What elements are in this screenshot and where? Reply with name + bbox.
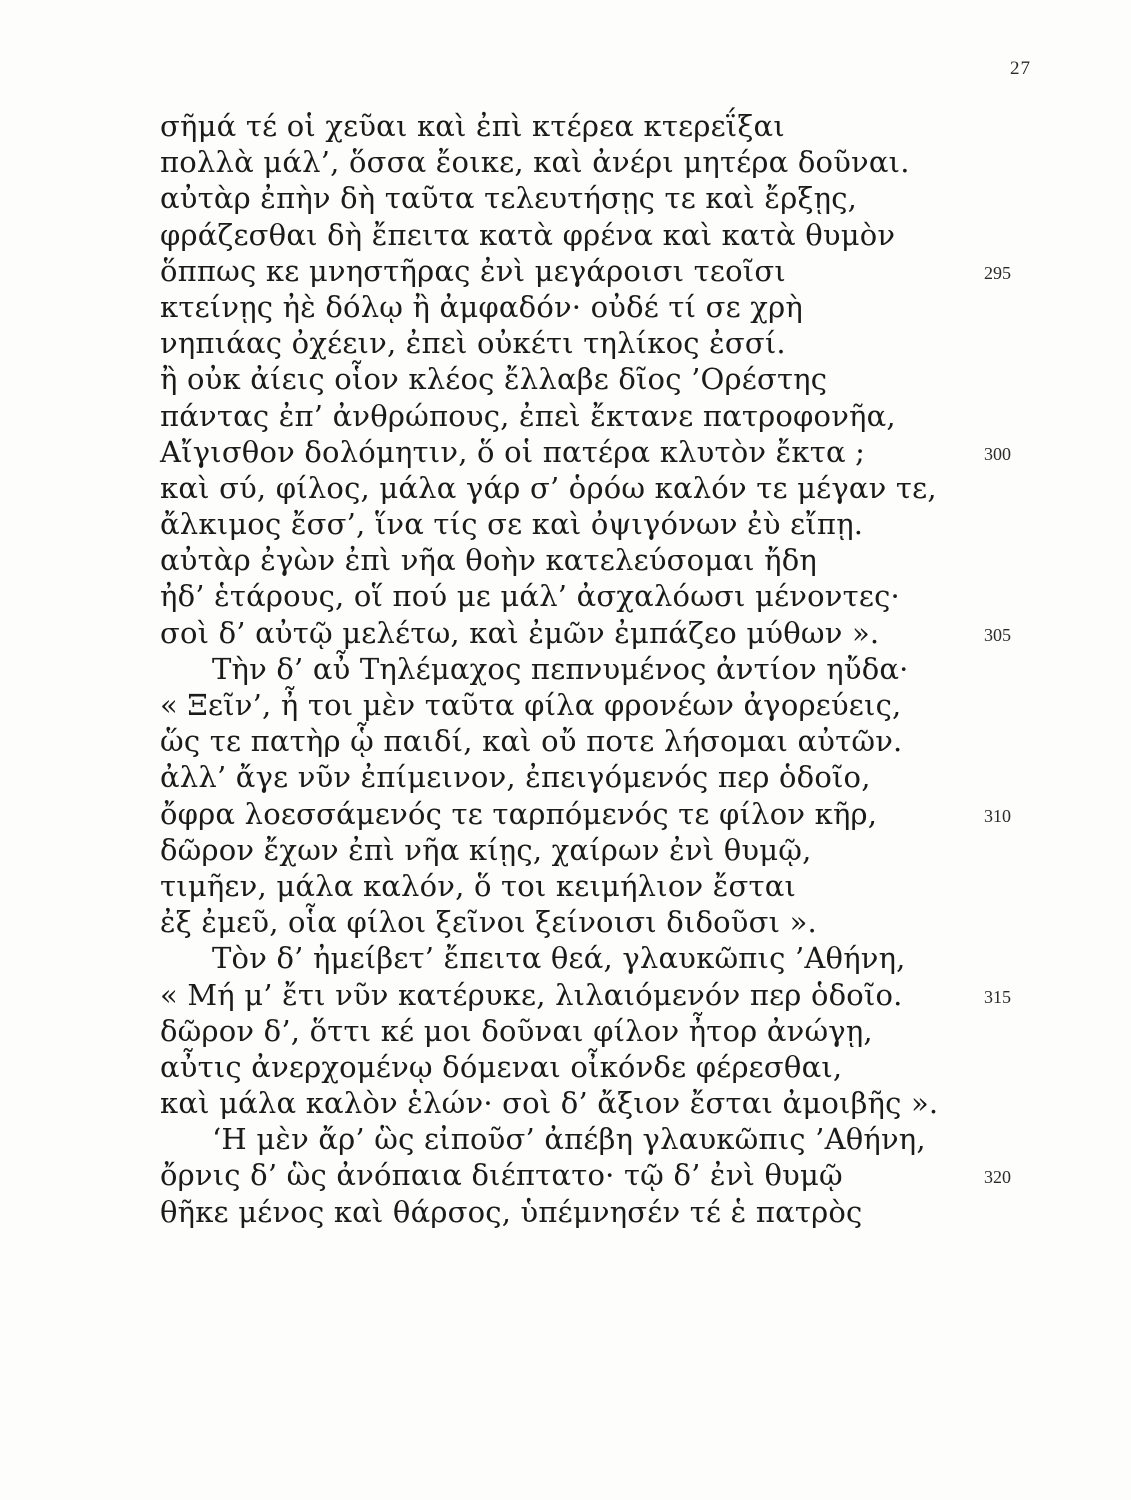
verse-line [0, 578, 1131, 614]
page-number: 27 [1010, 58, 1031, 79]
line-number: 305 [984, 624, 1011, 645]
verse-line [0, 1194, 1131, 1230]
verse-text: « Μή μ’ ἔτι νῦν κατέρυκε, λιλαιόμενόν περ ὁδοῖο. [160, 977, 903, 1012]
verse-text: ἄλκιμος ἔσσ’, ἵνα τίς σε καὶ ὀψιγόνων ἐὺ εἴπῃ. [160, 507, 864, 542]
verse-text: Τὸν δ’ ἠμείβετ’ ἔπειτα θεά, γλαυκῶπις ’Αθήνη, [212, 941, 906, 976]
line-number: 300 [984, 443, 1011, 464]
verse-block [0, 108, 1131, 1230]
line-number: 315 [984, 986, 1011, 1007]
verse-line [0, 144, 1131, 180]
verse-line [0, 108, 1131, 144]
verse-text: ἐξ ἐμεῦ, οἷα φίλοι ξεῖνοι ξείνοισι διδοῦσι ». [160, 905, 817, 940]
verse-line [0, 687, 1131, 723]
verse-line [0, 398, 1131, 434]
verse-text: Αἴγισθον δολόμητιν, ὅ οἱ πατέρα κλυτὸν ἔκτα ; [160, 434, 866, 469]
verse-line [0, 506, 1131, 542]
verse-text: αὐτὰρ ἐπὴν δὴ ταῦτα τελευτήσῃς τε καὶ ἔρξῃς, [160, 181, 858, 216]
verse-line [0, 470, 1131, 506]
verse-text: ἠδ’ ἑτάρους, οἵ πού με μάλ’ ἀσχαλόωσι μένοντες· [160, 579, 900, 614]
verse-line [0, 1013, 1131, 1049]
verse-line [0, 940, 1131, 976]
verse-text: θῆκε μένος καὶ θάρσος, ὑπέμνησέν τέ ἑ πατρὸς [160, 1194, 863, 1229]
line-number: 310 [984, 805, 1011, 826]
verse-text: ‘Η μὲν ἄρ’ ὣς εἰποῦσ’ ἀπέβη γλαυκῶπις ’Αθήνη, [212, 1122, 926, 1157]
verse-line [0, 832, 1131, 868]
verse-line [0, 1121, 1131, 1157]
verse-text: αὖτις ἀνερχομένῳ δόμεναι οἶκόνδε φέρεσθαι, [160, 1049, 843, 1084]
verse-line [0, 180, 1131, 216]
verse-line [0, 289, 1131, 325]
verse-text: κτείνῃς ἠὲ δόλῳ ἢ ἀμφαδόν· οὐδέ τί σε χρὴ [160, 289, 803, 324]
verse-text: πολλὰ μάλ’, ὅσσα ἔοικε, καὶ ἀνέρι μητέρα δοῦναι. [160, 145, 910, 180]
verse-text: πάντας ἐπ’ ἀνθρώπους, ἐπεὶ ἔκτανε πατροφονῆα, [160, 398, 896, 433]
verse-line [0, 615, 1131, 651]
verse-text: ἀλλ’ ἄγε νῦν ἐπίμεινον, ἐπειγόμενός περ ὁδοῖο, [160, 760, 871, 795]
verse-line [0, 723, 1131, 759]
verse-line [0, 1049, 1131, 1085]
line-number: 295 [984, 262, 1011, 283]
verse-text: ὄρνις δ’ ὣς ἀνόπαια διέπτατο· τῷ δ’ ἐνὶ θυμῷ [160, 1158, 843, 1193]
verse-text: αὐτὰρ ἐγὼν ἐπὶ νῆα θοὴν κατελεύσομαι ἤδη [160, 543, 817, 578]
verse-text: ὄφρα λοεσσάμενός τε ταρπόμενός τε φίλον κῆρ, [160, 796, 878, 831]
verse-text: σοὶ δ’ αὐτῷ μελέτω, καὶ ἐμῶν ἐμπάζεο μύθων ». [160, 615, 880, 650]
verse-line [0, 361, 1131, 397]
verse-line [0, 217, 1131, 253]
verse-line [0, 651, 1131, 687]
verse-line [0, 1157, 1131, 1193]
verse-text: ὅππως κε μνηστῆρας ἐνὶ μεγάροισι τεοῖσι [160, 253, 786, 288]
verse-line [0, 868, 1131, 904]
verse-text: σῆμά τέ οἱ χεῦαι καὶ ἐπὶ κτέρεα κτερεΐξαι [160, 109, 785, 143]
verse-text: ἢ οὐκ ἀίεις οἷον κλέος ἔλλαβε δῖος ’Ορέστης [160, 362, 828, 397]
verse-text: νηπιάας ὀχέειν, ἐπεὶ οὐκέτι τηλίκος ἐσσί. [160, 326, 786, 361]
line-number: 320 [984, 1167, 1011, 1188]
verse-text: φράζεσθαι δὴ ἔπειτα κατὰ φρένα καὶ κατὰ θυμὸν [160, 217, 896, 252]
verse-line [0, 904, 1131, 940]
verse-text: ὥς τε πατὴρ ᾧ παιδί, καὶ οὔ ποτε λήσομαι αὐτῶν. [160, 724, 903, 759]
verse-line [0, 796, 1131, 832]
verse-text: Τὴν δ’ αὖ Τηλέμαχος πεπνυμένος ἀντίον ηὔδα· [212, 651, 909, 686]
verse-text: δῶρον δ’, ὅττι κέ μοι δοῦναι φίλον ἦτορ ἀνώγῃ, [160, 1013, 873, 1048]
verse-text: καὶ μάλα καλὸν ἑλών· σοὶ δ’ ἄξιον ἔσται ἀμοιβῆς ». [160, 1086, 939, 1121]
verse-line [0, 434, 1131, 470]
verse-line [0, 253, 1131, 289]
verse-text: καὶ σύ, φίλος, μάλα γάρ σ’ ὁρόω καλόν τε μέγαν τε, [160, 470, 937, 505]
verse-line [0, 977, 1131, 1013]
verse-line [0, 759, 1131, 795]
verse-line [0, 325, 1131, 361]
verse-line [0, 542, 1131, 578]
verse-text: δῶρον ἔχων ἐπὶ νῆα κίῃς, χαίρων ἐνὶ θυμῷ, [160, 832, 812, 867]
verse-line [0, 1085, 1131, 1121]
verse-text: τιμῆεν, μάλα καλόν, ὅ τοι κειμήλιον ἔσται [160, 868, 797, 903]
verse-text: « Ξεῖν’, ἦ τοι μὲν ταῦτα φίλα φρονέων ἀγορεύεις, [160, 688, 902, 722]
